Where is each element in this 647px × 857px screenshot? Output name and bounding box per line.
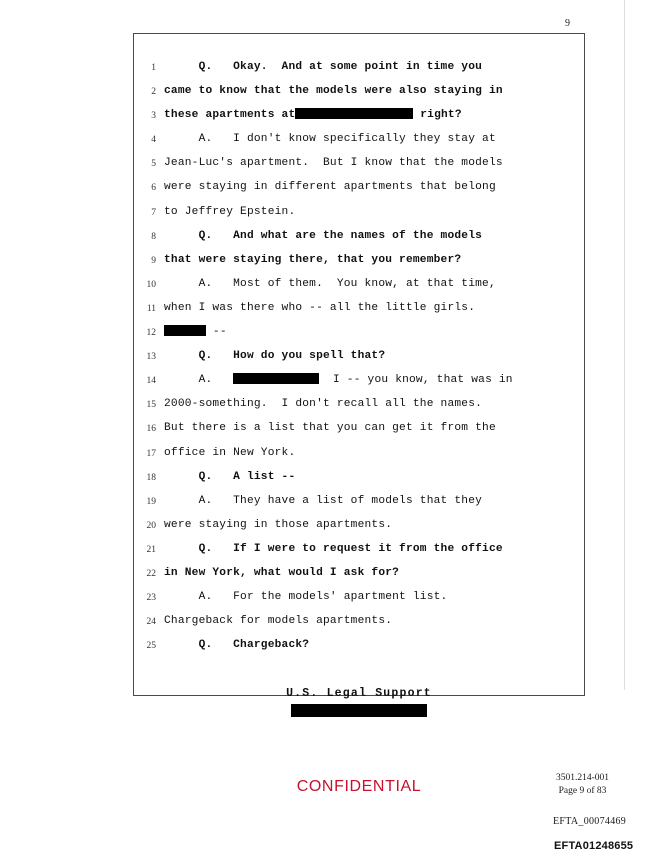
redaction-bar (291, 704, 427, 717)
line-text: A. I -- you know, that was in (164, 374, 513, 387)
transcript-line (134, 371, 584, 395)
line-number: 3 (151, 111, 156, 122)
line-text: came to know that the models were also staying in (164, 85, 503, 98)
line-number: 16 (146, 424, 156, 435)
line-text: Q. If I were to request it from the office (164, 542, 503, 555)
reporting-firm-name: U.S. Legal Support (286, 687, 432, 700)
line-number: 22 (146, 568, 156, 579)
line-number: 13 (146, 352, 156, 363)
line-text: Q. How do you spell that? (164, 350, 386, 363)
transcript-line (134, 516, 584, 540)
transcript-lines (134, 34, 584, 660)
line-number: 2 (151, 87, 156, 98)
line-number: 5 (151, 159, 156, 170)
redaction-bar (233, 373, 319, 384)
line-text: Q. Okay. And at some point in time you (164, 61, 483, 73)
line-number: 19 (146, 496, 156, 507)
transcript-line (134, 395, 584, 419)
line-text: when I was there who -- all the little girls. (164, 301, 476, 314)
transcript-line (134, 323, 584, 347)
redaction-bar (164, 325, 206, 336)
line-number: 17 (146, 448, 156, 459)
transcript-line (134, 203, 584, 227)
line-number: 7 (151, 207, 156, 218)
transcript-line (134, 82, 584, 106)
line-text: were staying in different apartments that belong (164, 181, 496, 194)
line-text: that were staying there, that you remember? (164, 253, 462, 266)
line-number: 9 (151, 255, 156, 266)
transcript-line (134, 299, 584, 323)
transcript-page-box (133, 33, 585, 700)
bates-number-primary: EFTA_00074469 (553, 816, 627, 827)
transcript-line (134, 106, 584, 130)
line-number: 10 (146, 279, 156, 290)
line-text: Q. And what are the names of the models (164, 229, 483, 242)
line-text: A. For the models' apartment list. (164, 591, 448, 604)
line-number: 6 (151, 183, 156, 194)
line-text: 2000-something. I don't recall all the names. (164, 398, 483, 411)
transcript-line (134, 347, 584, 371)
line-number: 14 (146, 376, 156, 387)
page-of-label: Page 9 of 83 (558, 786, 607, 796)
line-number: 23 (146, 593, 156, 604)
line-text: A. I don't know specifically they stay at (164, 133, 496, 146)
line-number: 25 (146, 641, 156, 652)
transcript-line (134, 540, 584, 564)
transcript-line (134, 636, 584, 660)
line-text: Q. A list -- (164, 470, 296, 483)
line-number: 4 (151, 135, 156, 146)
line-number: 11 (146, 303, 156, 314)
line-text: -- (164, 323, 584, 340)
transcript-line (134, 178, 584, 202)
line-number: 21 (146, 544, 156, 555)
line-text: to Jeffrey Epstein. (164, 205, 296, 218)
transcript-line (134, 154, 584, 178)
line-text: office in New York. (164, 446, 296, 459)
bates-number-secondary: EFTA01248655 (554, 840, 634, 852)
transcript-line (134, 275, 584, 299)
line-number: 1 (151, 63, 156, 73)
line-number: 8 (151, 231, 156, 242)
reporter-footer (134, 687, 584, 717)
line-text: But there is a list that you can get it from the (164, 422, 496, 435)
transcript-line (134, 444, 584, 468)
line-number: 18 (146, 472, 156, 483)
transcript-line (134, 58, 584, 82)
line-number: 12 (146, 328, 156, 339)
page-number-top: 9 (565, 18, 570, 29)
transcript-line (134, 251, 584, 275)
line-number: 24 (146, 617, 156, 628)
transcript-line (134, 564, 584, 588)
line-number: 15 (146, 400, 156, 411)
redaction-bar (295, 108, 413, 119)
transcript-line (134, 130, 584, 154)
line-text: these apartments at right? (164, 109, 462, 122)
line-text: in New York, what would I ask for? (164, 566, 400, 579)
confidential-stamp: CONFIDENTIAL (296, 778, 422, 795)
transcript-line (134, 419, 584, 443)
scan-edge-line (624, 0, 625, 690)
exhibit-id: 3501.214-001 (556, 773, 610, 783)
line-number: 20 (146, 520, 156, 531)
transcript-line (134, 588, 584, 612)
transcript-line (134, 612, 584, 636)
line-text: A. They have a list of models that they (164, 494, 483, 507)
line-text: Jean-Luc's apartment. But I know that the models (164, 157, 503, 170)
line-text: Q. Chargeback? (164, 639, 310, 652)
line-text: Chargeback for models apartments. (164, 615, 393, 628)
transcript-line (134, 492, 584, 516)
exhibit-reference (556, 772, 609, 798)
line-text: were staying in those apartments. (164, 518, 393, 531)
line-text: A. Most of them. You know, at that time, (164, 277, 496, 290)
transcript-line (134, 227, 584, 251)
transcript-line (134, 468, 584, 492)
